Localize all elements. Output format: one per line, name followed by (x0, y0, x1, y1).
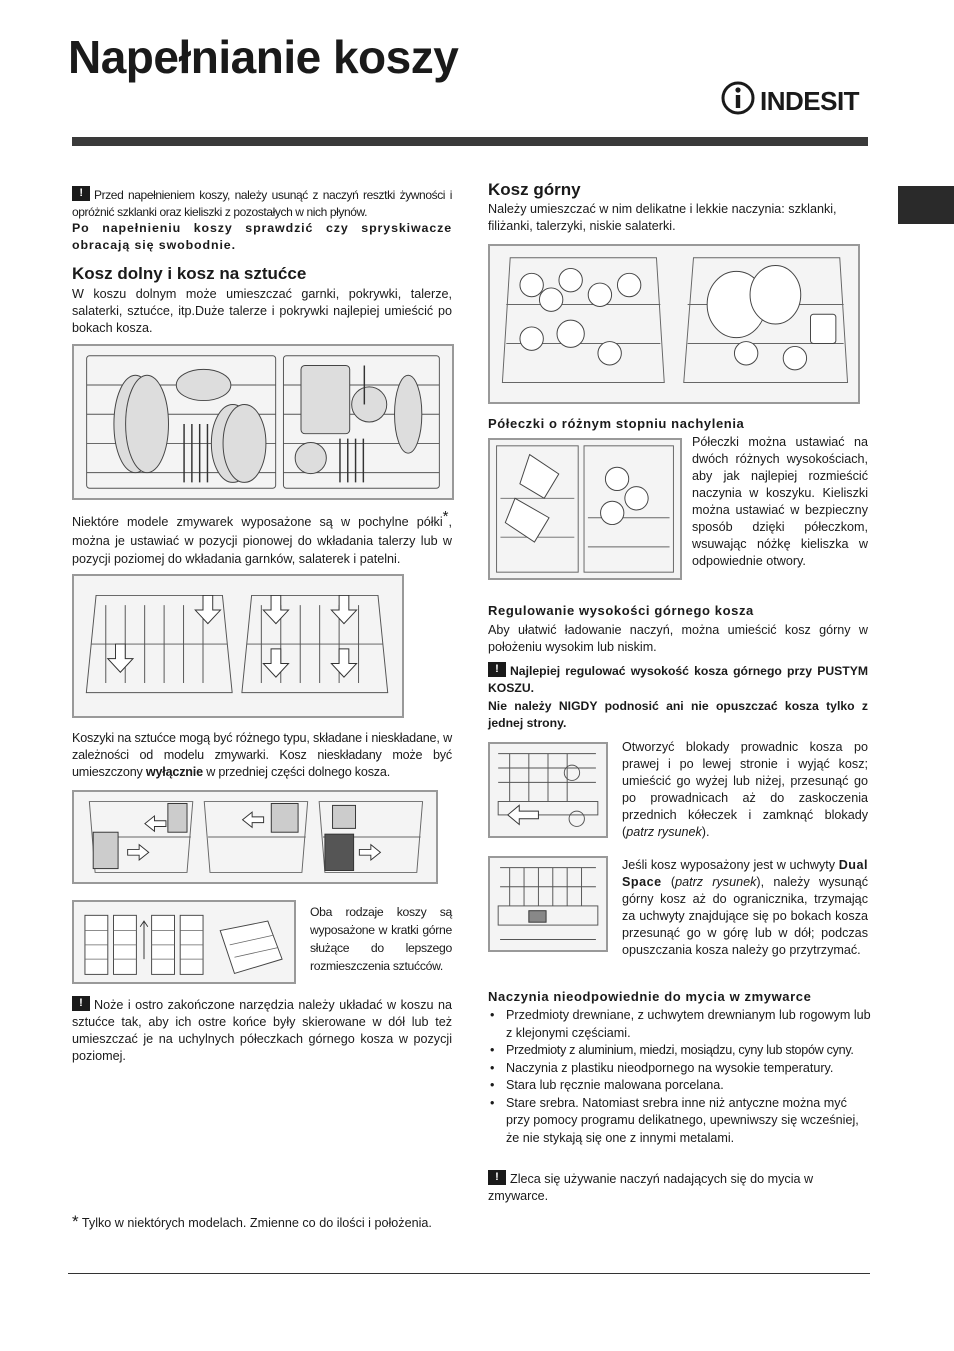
upper-basket-illustration (490, 246, 858, 402)
warning-empty-basket-text: Najlepiej regulować wysokość kosza górnego przy PUSTYM KOSZU. (488, 664, 868, 695)
cutlery-grids-figure (72, 900, 296, 984)
rail-locks-see-figure: patrz rysunek (626, 825, 702, 839)
footnote (72, 1214, 432, 1233)
lower-basket-text: W koszu dolnym może umieszczać garnki, pokrywki, talerze, salaterki, sztućce, itp.Duże talerze i pokrywki najlepiej umieścić po bokach kosza. (72, 287, 452, 335)
warning-icon (72, 186, 90, 201)
list-item: • Stare srebra. Natomiast srebra inne niż antyczne można myć przy pomocy programu delikatnego, upewniwszy się wcześniej, że nie stykają się one z innymi metalami. (488, 1095, 872, 1148)
rail-locks-text-a: Otworzyć blokady prowadnic kosza po prawej i po lewej stronie i wyjąć kosz; umieścić go wyżej lub niżej, przesunąć go po prowadnicach aż do zaskoczenia przednich kółeczek i zamknąć blokady ( (622, 740, 868, 839)
heading-height-adjustment: Regulowanie wysokości górnego kosza (488, 603, 754, 618)
lower-basket-illustration (74, 346, 452, 498)
lower-basket-figure (72, 344, 454, 500)
cup-shelves-illustration (490, 440, 680, 578)
brand-logo-icon (720, 80, 760, 120)
heading-unsuitable-items: Naczynia nieodpowiednie do mycia w zmywarce (488, 989, 812, 1004)
tilting-shelves-figure (72, 574, 404, 718)
cutlery-basket-positions-figure (72, 790, 438, 884)
footnote-text: Tylko w niektórych modelach. Zmienne co do ilości i położenia. (81, 1216, 432, 1230)
upper-basket-figure (488, 244, 860, 404)
cutlery-basket-text (72, 730, 452, 781)
cutlery-basket-positions-illustration (74, 792, 436, 882)
dual-space-text-b: ( (661, 875, 676, 889)
cutlery-basket-text-a: Koszyki na sztućce mogą być różnego typu, składane i nieskładane, w zależności od modelu zmywarki. Kosz nieskładany może być umieszczony (72, 731, 452, 779)
tilting-shelves-description: Półeczki można ustawiać na dwóch różnych wysokościach, aby jak najlepiej rozmieścić naczynia w koszyku. Kieliszki można ustawiać w bezpieczny sposób dzięki półeczkom, wsuwając nóżkę kieliszka w odpowiednie otwory. (692, 435, 868, 568)
cup-shelves-figure (488, 438, 682, 580)
dual-space-text-c: ), należy wysunąć górny kosz aż do ogranicznika, trzymając za uchwyty znajdujące się po bokach kosza przesunąć go w górę lub w dół; podczas opuszczania kosza należy go przytrzymać. (622, 875, 868, 957)
footer-rule (68, 1273, 870, 1274)
warning-pre-loading-text: Przed napełnieniem koszy, należy usunąć z naczyń resztki żywności i opróżnić szklanki oraz kieliszki z pozostałych w nich płynów. (72, 188, 452, 219)
warning-one-side: Nie należy NIGDY podnosić ani nie opuszczać kosza tylko z jednej strony. (488, 699, 868, 730)
tilting-shelves-illustration (74, 576, 402, 716)
warning-spray-arms: Po napełnieniu koszy sprawdzić czy spryskiwacze obracają się swobodnie. (72, 221, 452, 252)
heading-upper-basket: Kosz górny (488, 180, 581, 199)
warning-empty-basket (488, 662, 868, 697)
rail-locks-text-b: ). (701, 825, 710, 839)
footnote-star: * (72, 1212, 79, 1231)
warning-dishwasher-safe (488, 1170, 858, 1205)
tilting-shelves-text-a: Niektóre modele zmywarek wyposażone są w pochylne półki (72, 515, 443, 530)
height-adjustment-text: Aby ułatwić ładowanie naczyń, można umieścić kosz górny w położeniu wysokim lub niskim. (488, 623, 868, 654)
list-item: • Przedmioty z aluminium, miedzi, mosiądzu, cyny lub stopów cyny. (488, 1042, 872, 1060)
warning-icon (488, 1170, 506, 1185)
cutlery-basket-text-b: w przedniej części dolnego kosza. (202, 765, 390, 779)
list-item: • Naczynia z plastiku nieodpornego na wysokie temperatury. (488, 1060, 872, 1078)
dual-space-see-figure: patrz rysunek (675, 875, 757, 889)
warning-icon (488, 662, 506, 677)
unsuitable-items-list (488, 1007, 872, 1147)
cutlery-grids-illustration (74, 902, 294, 982)
cutlery-basket-bold: wyłącznie (145, 765, 203, 779)
page-title: Napełnianie koszy (68, 31, 459, 83)
rail-locks-illustration (490, 744, 606, 836)
heading-tilting-shelves: Półeczki o różnym stopniu nachylenia (488, 416, 745, 431)
warning-dishwasher-safe-text: Zleca się używanie naczyń nadających się do mycia w zmywarce. (488, 1172, 814, 1203)
warning-pre-loading (72, 186, 452, 221)
tilting-shelves-text-b: , można je ustawiać w pozycji pionowej do wkładania talerzy lub w pozycji poziomej do wkładania garnków, salaterek i patelni. (72, 515, 452, 567)
dual-space-bold: Dual Space (622, 858, 868, 889)
warning-sharp-knives (72, 996, 452, 1065)
heading-lower-basket: Kosz dolny i kosz na sztućce (72, 264, 307, 283)
rail-locks-text (622, 739, 868, 841)
list-item: • Przedmioty drewniane, z uchwytem drewnianym lub rogowym lub z klejonymi częściami. (488, 1007, 872, 1042)
header-rule (72, 137, 868, 146)
cutlery-grids-text: Oba rodzaje koszy są wyposażone w kratki górne służące do lepszego rozmieszczenia sztućców. (310, 905, 452, 973)
dual-space-figure (488, 856, 608, 952)
warning-sharp-knives-text: Noże i ostro zakończone narzędzia należy układać w koszu na sztućce tak, aby ich ostre końce były skierowane w dół lub też umieszczać je na uchylnych półeczkach górnego kosza w pozycji poziomej. (72, 998, 452, 1063)
dual-space-text-a: Jeśli kosz wyposażony jest w uchwyty (622, 858, 839, 872)
brand-logo (720, 80, 870, 120)
footnote-marker: * (442, 508, 449, 525)
dual-space-illustration (490, 858, 606, 950)
brand-name: INDESIT (760, 86, 860, 116)
list-item: • Stara lub ręcznie malowana porcelana. (488, 1077, 872, 1095)
language-tab-marker (898, 186, 954, 224)
tilting-shelves-text (72, 508, 452, 569)
rail-locks-figure (488, 742, 608, 838)
warning-icon (72, 996, 90, 1011)
dual-space-text (622, 857, 868, 959)
upper-basket-text: Należy umieszczać w nim delikatne i lekkie naczynia: szklanki, filiżanki, talerzyki, niskie salaterki. (488, 202, 837, 233)
